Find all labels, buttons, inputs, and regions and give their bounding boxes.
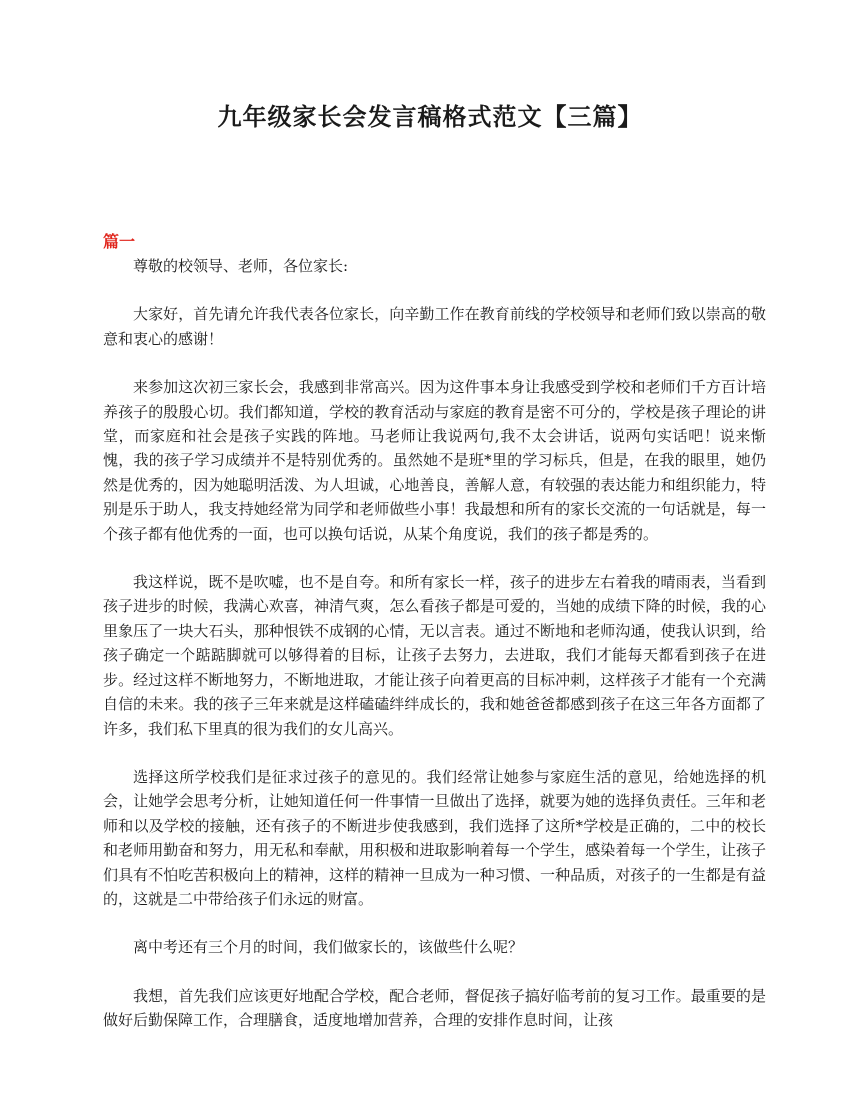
body-paragraph: 选择这所学校我们是征求过孩子的意见的。我们经常让她参与家庭生活的意见，给她选择的机会，让她学会思考分析，让她知道任何一件事情一旦做出了选择，就要为她的选择负责任。三年和老师和以及学校的接触，还有孩子的不断进步使我感到，我们选择了这所*学校是正确的，二中的校长和老师用勤奋和努力，用无私和奉献，用积极和进取影响着每一个学生，感染着每一个学生，让孩子们具有不怕吃苦积极向上的精神，这样的精神一旦成为一种习惯、一种品质，对孩子的一生都是有益的，这就是二中带给孩子们永远的财富。 [103, 767, 766, 908]
body-paragraph: 我这样说，既不是吹嘘，也不是自夸。和所有家长一样，孩子的进步左右着我的晴雨表，当看到孩子进步的时候，我满心欢喜，神清气爽，怎么看孩子都是可爱的，当她的成绩下降的时候，我的心里象压了一块大石头，那种恨铁不成钢的心情，无以言表。通过不断地和老师沟通，使我认识到，给孩子确定一个踮踮脚就可以够得着的目标，让孩子去努力，去进取，我们才能每天都看到孩子在进步。经过这样不断地努力，不断地进取，才能让孩子向着更高的目标冲刺，这样孩子才能有一个充满自信的未来。我的孩子三年来就是这样磕磕绊绊成长的，我和她爸爸都感到孩子在这三年各方面都了许多，我们私下里真的很为我们的女儿高兴。 [103, 573, 766, 738]
document-body [103, 230, 766, 1057]
body-paragraph: 来参加这次初三家长会，我感到非常高兴。因为这件事本身让我感受到学校和老师们千方百计培养孩子的殷殷心切。我们都知道，学校的教育活动与家庭的教育是密不可分的，学校是孩子理论的讲堂，而家庭和社会是孩子实践的阵地。马老师让我说两句,我不太会讲话，说两句实话吧！说来惭愧，我的孩子学习成绩并不是特别优秀的。虽然她不是班*里的学习标兵，但是，在我的眼里，她仍然是优秀的，因为她聪明活泼、为人坦诚，心地善良，善解人意，有较强的表达能力和组织能力，特别是乐于助人，我支持她经常为同学和老师做些小事！我最想和所有的家长交流的一句话就是，每一个孩子都有他优秀的一面，也可以换句话说，从某个角度说，我们的孩子都是秀的。 [103, 378, 766, 543]
body-paragraph: 大家好，首先请允许我代表各位家长，向辛勤工作在教育前线的学校领导和老师们致以崇高的敬意和衷心的感谢！ [103, 305, 766, 348]
body-paragraph: 离中考还有三个月的时间，我们做家长的，该做些什么呢？ [133, 938, 524, 957]
salutation-paragraph: 尊敬的校领导、老师，各位家长: [133, 257, 349, 275]
document-title: 九年级家长会发言稿格式范文【三篇】 [217, 102, 643, 131]
section-heading: 篇一 [103, 232, 136, 251]
body-paragraph: 我想，首先我们应该更好地配合学校，配合老师，督促孩子搞好临考前的复习工作。最重要的是做好后勤保障工作，合理膳食，适度地增加营养，合理的安排作息时间，让孩 [103, 986, 766, 1030]
